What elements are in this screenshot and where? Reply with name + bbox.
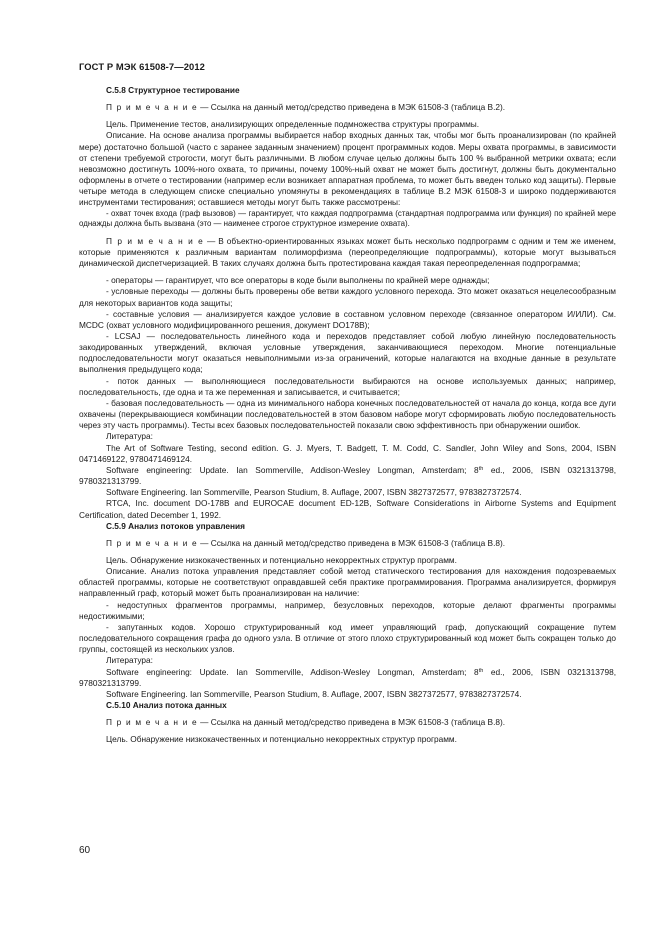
section-heading-c59: С.5.9 Анализ потоков управления [106,520,245,531]
note2-c58 [79,236,616,269]
note-c58 [79,102,616,113]
note-label: П р и м е ч а н и е [106,102,198,113]
literature-label: Литература: [106,431,153,442]
note-label: П р и м е ч а н и е [106,235,204,246]
note-text: — Ссылка на данный метод/средство приведена в МЭК 61508-3 (таблица В.8). [197,537,506,548]
bullet-item: - составные условия — анализируется каждое условие в составном условном переходе (связанное оператором И/ИЛИ). См. MCDC (охват условного модифицированного решения, документ DO178B); [79,308,616,330]
note-c510 [79,717,616,728]
bullet-item: - условные переходы — должны быть проверены обе ветви каждого условного перехода. Это может оказаться нецелесообразным для некоторых вариантов кода защиты; [79,286,616,308]
description-c59: Описание. Анализ потока управления представляет собой метод статического тестирования для нахождения подозреваемых областей программы, которые не соответствуют оправдавшей себя практике программирования. Программа анализируется, формируя направленный граф, который может быть проанализирован на наличие: [79,566,616,599]
goal-c58: Цель. Применение тестов, анализирующих определенные подмножества структуры программы. [106,119,480,130]
bullet-item: - LCSAJ — последовательность линейного кода и переходов представляет собой любую линейную последовательность закодированных утверждений, включая условные утверждения, заканчивающиеся переходом. Многие потенциальные подпоследовательности могут оказаться невыполнимыми из-за ограничений, которые налагаются на входные данные в результате выполнения предыдущего кода; [79,331,616,375]
bullet-item: - базовая последовательность — одна из минимального набора конечных последовательностей от начала до конца, когда все дуги охвачены (перекрывающиеся комбинации последовательностей в этом базовом наборе могут сформировать любую последовательность через эту часть программы). Тесты всех базовых последовательностей показали свою эффективность при обнаружении ошибок. [79,397,616,431]
reference-item: Software engineering: Update. Ian Sommerville, Addison-Wesley Longman, Amsterdam; 8th ed., 2006, ISBN 0321313798, 9780321313799. [79,464,616,487]
bullet-item: - поток данных — выполняющиеся последовательности выбираются на основе используемых данных; например, последовательность, где одна и та же переменная и записывается, и считывается; [79,375,616,397]
note-text: — Ссылка на данный метод/средство приведена в МЭК 61508-3 (таблица В.8). [197,717,506,728]
reference-item: Software Engineering. Ian Sommerville, Pearson Studium, 8. Auflage, 2007, ISBN 3827372577, 9783827372574. [106,688,522,699]
page-header-title: ГОСТ Р МЭК 61508-7—2012 [79,61,205,72]
reference-item: Software Engineering. Ian Sommerville, Pearson Studium, 8. Auflage, 2007, ISBN 3827372577, 9783827372574. [106,487,522,498]
page-content [79,85,616,745]
bullet-item: - запутанных кодов. Хорошо структурированный код имеет управляющий граф, допускающий сокращение путем последовательного сокращения графа до одного узла. В отличие от этого плохо структурированный код может быть сокращен только до группы, состоящей из нескольких узлов. [79,621,616,655]
note-c59 [79,538,616,549]
note-label: П р и м е ч а н и е [106,537,198,548]
page-number: 60 [79,845,91,856]
section-heading-c510: С.5.10 Анализ потока данных [106,700,227,710]
bullet-item: - недоступных фрагментов программы, например, безусловных переходов, которые делают фрагменты программы недостижимыми; [79,599,616,621]
description-c58: Описание. На основе анализа программы выбирается набор входных данных так, чтобы мог быть проанализирован (по крайней мере) достаточно большой (часто с заранее заданным значением) процент программных кодов. Меры охвата программы, в зависимости от степени требуемой строгости, могут быть различными. В любом случае целью должны быть 100 % выбранной метрики охвата; если невозможно достигнуть 100%-ного охвата, то причины, почему 100%-ный охват не может быть достигнут, должны быть документально оформлены в отчете о тестировании (например если возникает аппаратная проблема, то может быть введен только код защиты). Первые четыре метода в следующем списке специально упомянуты в рекомендациях в таблице В.2 МЭК 61508-3 и широко поддерживаются инструментами тестирования; оставшиеся методы могут быть также рассмотрены: [79,130,616,208]
reference-item: The Art of Software Testing, second edition. G. J. Myers, T. Badgett, T. M. Codd, C. Sandler, John Wiley and Sons, 2004, ISBN 0471469122, 9780471469124. [79,442,616,464]
section-heading-c58: С.5.8 Структурное тестирование [106,85,240,95]
bullet-item: - операторы — гарантирует, что все операторы в коде были выполнены по крайней мере однажды; [106,275,490,286]
note-text: — В объектно-ориентированных языках может быть несколько подпрограмм с одним и тем же именем, которые применяются к различным вариантам полиморфизма (переопределяющие подпрограммы), которые могут вызываться динамической диспетчеризацией. В таких случаях должна быть протестирована каждая такая переопределенная подпрограмма; [79,235,616,269]
bullet-entry-point: - охват точек входа (граф вызовов) — гарантирует, что каждая подпрограмма (стандартная подпрограмма или функция) по крайней мере однажды должна быть вызвана (это — наименее строгое структурное измерение охвата). [79,208,616,229]
reference-item: Software engineering: Update. Ian Sommerville, Addison-Wesley Longman, Amsterdam; 8th ed., 2006, ISBN 0321313798, 9780321313799. [79,666,616,688]
literature-label: Литература: [106,655,153,666]
note-text: — Ссылка на данный метод/средство приведена в МЭК 61508-3 (таблица В.2). [197,102,506,113]
goal-c510: Цель. Обнаружение низкокачественных и потенциально некорректных структур программ. [106,734,457,745]
note-label: П р и м е ч а н и е [106,717,198,728]
reference-item: RTCA, Inc. document DO-178B and EUROCAE document ED-12B, Software Considerations in Airborne Systems and Equipment Certification, dated December 1, 1992. [79,498,616,520]
goal-c59: Цель. Обнаружение низкокачественных и потенциально некорректных структур программ. [106,554,457,565]
